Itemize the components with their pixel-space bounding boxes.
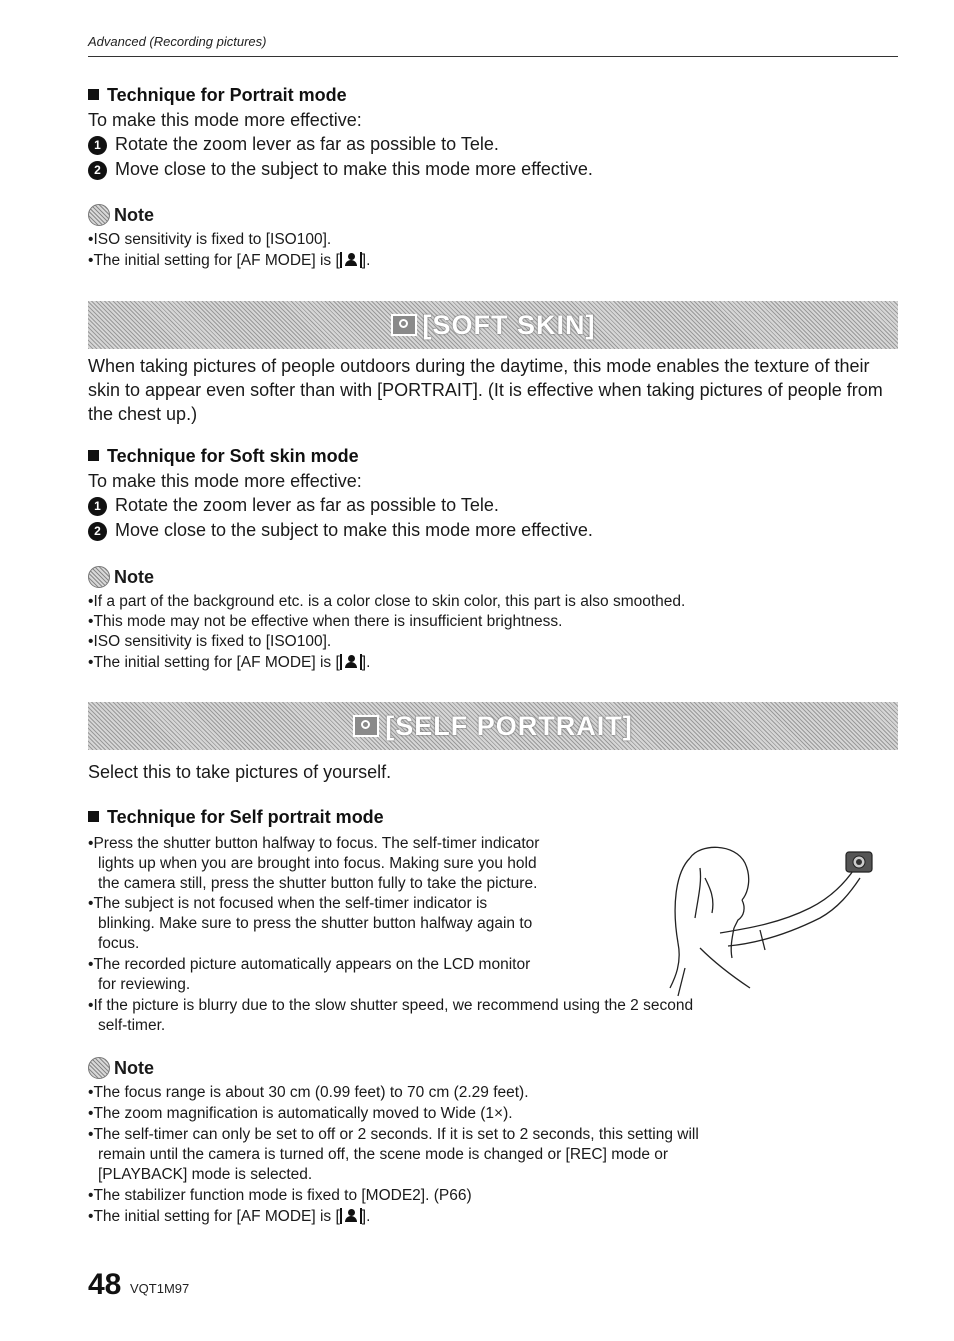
self-portrait-bullet-4: •If the picture is blurry due to the slow shutter speed, we recommend using the 2 second self-timer. — [88, 997, 694, 1034]
portrait-note-1: •ISO sensitivity is fixed to [ISO100]. — [88, 231, 332, 248]
self-portrait-mode-icon — [353, 715, 379, 737]
portrait-step-1 — [88, 134, 499, 155]
self-portrait-banner — [88, 702, 898, 750]
bullet-text: the camera still, press the shutter button fully to take the picture. — [98, 875, 538, 892]
self-portrait-note-1: •The focus range is about 30 cm (0.99 feet) to 70 cm (2.29 feet). — [88, 1084, 529, 1101]
self-portrait-bullet-2: •The subject is not focused when the self-timer indicator is blinking. Make sure to press the shutter button halfway again to focus. — [88, 895, 533, 952]
note-text: ISO sensitivity is fixed to [ISO100]. — [93, 231, 332, 248]
bullet-text: Press the shutter button halfway to focus. The self-timer indicator — [93, 835, 540, 852]
portrait-step-2 — [88, 159, 593, 180]
step-number-icon: 1 — [88, 497, 107, 516]
step-text: Move close to the subject to make this mode more effective. — [115, 520, 593, 540]
soft-skin-description: When taking pictures of people outdoors during the daytime, this mode enables the texture of their skin to appear even softer than with [PORTRAIT]. (It is effective when taking pictures of people from the chest up.) — [88, 356, 883, 424]
note-text: The stabilizer function mode is fixed to [MODE2]. (P66) — [93, 1187, 472, 1204]
face-detection-icon — [340, 654, 362, 670]
note-text: remain until the camera is turned off, the scene mode is changed or [REC] mode or — [98, 1146, 669, 1163]
soft-skin-step-1 — [88, 495, 499, 516]
soft-skin-note-4: •The initial setting for [AF MODE] is [ ]. — [88, 654, 371, 671]
header-divider — [88, 56, 898, 57]
soft-skin-step-2 — [88, 520, 593, 541]
self-portrait-title: [SELF PORTRAIT] — [385, 710, 633, 741]
note-text: ISO sensitivity is fixed to [ISO100]. — [93, 633, 332, 650]
note-icon — [88, 204, 110, 226]
note-text: The self-timer can only be set to off or 2 seconds. If it is set to 2 seconds, this setting will — [93, 1126, 699, 1143]
self-portrait-bullet-1: •Press the shutter button halfway to focus. The self-timer indicator lights up when you are brought into focus. Making sure you hold the camera still, press the shutter button fully to take the picture. — [88, 835, 540, 892]
self-portrait-note-5: •The initial setting for [AF MODE] is [ ]. — [88, 1208, 371, 1225]
soft-skin-mode-icon — [391, 314, 417, 336]
note-text-suffix: ]. — [361, 252, 371, 269]
bullet-text: The subject is not focused when the self-timer indicator is — [93, 895, 488, 912]
portrait-technique-heading — [88, 85, 347, 106]
page-number: 48 — [88, 1268, 122, 1301]
soft-skin-note-2: •This mode may not be effective when there is insufficient brightness. — [88, 613, 563, 630]
self-portrait-note-4: •The stabilizer function mode is fixed to [MODE2]. (P66) — [88, 1187, 472, 1204]
self-portrait-technique-heading — [88, 807, 384, 828]
note-text: The zoom magnification is automatically moved to Wide (1×). — [93, 1105, 513, 1122]
portrait-note-2: •The initial setting for [AF MODE] is [ ]. — [88, 252, 371, 269]
step-number-icon: 2 — [88, 522, 107, 541]
step-number-icon: 1 — [88, 136, 107, 155]
face-detection-icon — [340, 252, 362, 268]
step-number-icon: 2 — [88, 161, 107, 180]
note-label: Note — [114, 1057, 154, 1078]
bullet-text: The recorded picture automatically appears on the LCD monitor — [93, 956, 531, 973]
note-text: The initial setting for [AF MODE] is [ — [93, 654, 340, 671]
model-code: VQT1M97 — [130, 1281, 190, 1296]
bullet-text: for reviewing. — [98, 976, 191, 993]
self-portrait-note-3: •The self-timer can only be set to off or 2 seconds. If it is set to 2 seconds, this setting will remain until the camera is turned off, the scene mode is changed or [REC] mode or [PLAYBACK] mode is selected. — [88, 1126, 699, 1183]
bullet-text: blinking. Make sure to press the shutter button halfway again to — [98, 915, 533, 932]
soft-skin-intro: To make this mode more effective: — [88, 471, 362, 491]
bullet-text: lights up when you are brought into focus. Making sure you hold — [98, 855, 537, 872]
heading-bullet — [88, 811, 99, 822]
soft-skin-note-title — [88, 566, 154, 588]
soft-skin-title: [SOFT SKIN] — [422, 309, 596, 340]
camera-icon — [846, 852, 872, 872]
soft-skin-heading-text: Technique for Soft skin mode — [107, 446, 359, 466]
soft-skin-note-1: •If a part of the background etc. is a color close to skin color, this part is also smoothed. — [88, 593, 686, 610]
portrait-heading-text: Technique for Portrait mode — [107, 85, 347, 105]
note-text: The initial setting for [AF MODE] is [ — [93, 1208, 340, 1225]
note-icon — [88, 566, 110, 588]
self-portrait-heading-text: Technique for Self portrait mode — [107, 807, 384, 827]
self-portrait-illustration — [660, 838, 900, 998]
note-text: If a part of the background etc. is a color close to skin color, this part is also smoothed. — [93, 593, 686, 610]
self-portrait-description: Select this to take pictures of yourself. — [88, 762, 392, 782]
step-text: Rotate the zoom lever as far as possible to Tele. — [115, 495, 499, 515]
portrait-note-title — [88, 204, 154, 226]
note-icon — [88, 1057, 110, 1079]
note-label: Note — [114, 204, 154, 225]
step-text: Rotate the zoom lever as far as possible to Tele. — [115, 134, 499, 154]
heading-bullet — [88, 450, 99, 461]
heading-bullet — [88, 89, 99, 100]
self-portrait-bullet-3: •The recorded picture automatically appears on the LCD monitor for reviewing. — [88, 956, 531, 993]
note-text: The initial setting for [AF MODE] is [ — [93, 252, 340, 269]
note-text: The focus range is about 30 cm (0.99 feet) to 70 cm (2.29 feet). — [93, 1084, 529, 1101]
note-text: [PLAYBACK] mode is selected. — [98, 1166, 313, 1183]
step-text: Move close to the subject to make this mode more effective. — [115, 159, 593, 179]
section-header: Advanced (Recording pictures) — [88, 34, 267, 49]
note-text-suffix: ]. — [361, 654, 371, 671]
bullet-text: self-timer. — [98, 1017, 166, 1034]
note-text-suffix: ]. — [361, 1208, 371, 1225]
soft-skin-technique-heading — [88, 446, 359, 467]
soft-skin-note-3: •ISO sensitivity is fixed to [ISO100]. — [88, 633, 332, 650]
note-label: Note — [114, 566, 154, 587]
self-portrait-note-2: •The zoom magnification is automatically moved to Wide (1×). — [88, 1105, 513, 1122]
self-portrait-note-title — [88, 1057, 154, 1079]
soft-skin-banner — [88, 301, 898, 349]
bullet-text: If the picture is blurry due to the slow shutter speed, we recommend using the 2 second — [93, 997, 694, 1014]
note-text: This mode may not be effective when there is insufficient brightness. — [93, 613, 563, 630]
portrait-intro: To make this mode more effective: — [88, 110, 362, 130]
face-detection-icon — [340, 1208, 362, 1224]
bullet-text: focus. — [98, 935, 140, 952]
